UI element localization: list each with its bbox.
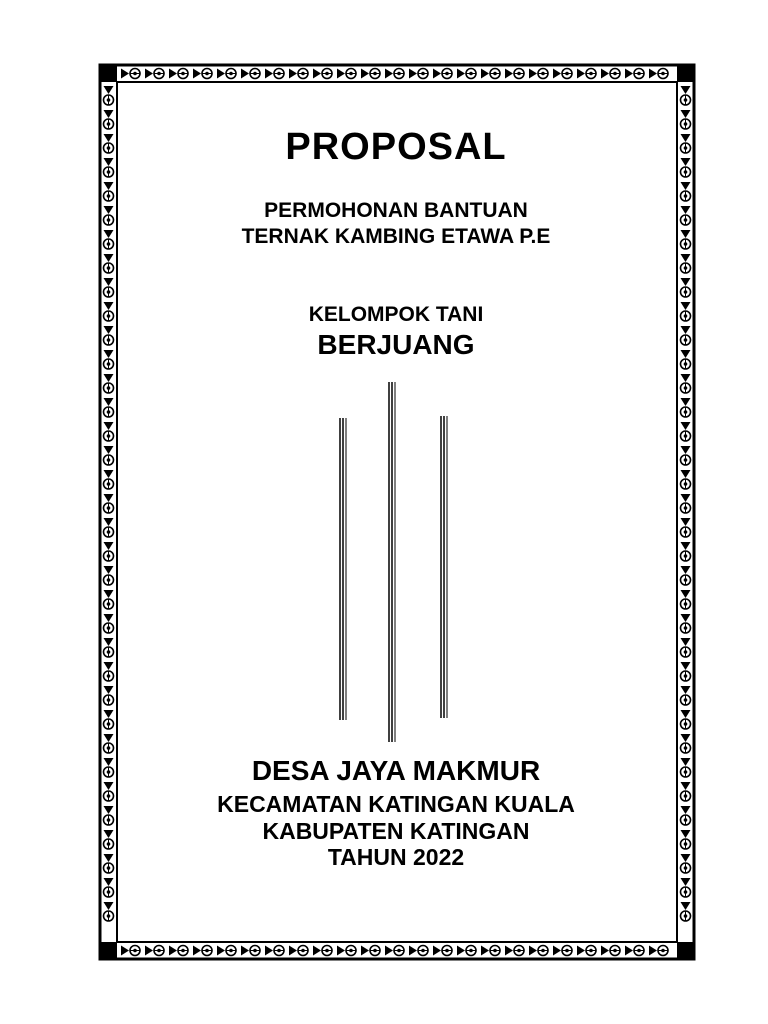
page-title: PROPOSAL	[285, 126, 507, 168]
district-name: KECAMATAN KATINGAN KUALA	[217, 791, 575, 817]
center-line-group	[389, 382, 395, 742]
right-line-group	[441, 416, 447, 718]
village-name: DESA JAYA MAKMUR	[251, 755, 541, 786]
subtitle-line-1: PERMOHONAN BANTUAN	[264, 199, 528, 222]
regency-name: KABUPATEN KATINGAN	[262, 818, 530, 844]
left-line-group	[340, 418, 346, 720]
subtitle-line-2: TERNAK KAMBING ETAWA P.E	[241, 225, 551, 248]
group-label: KELOMPOK TANI	[308, 303, 484, 326]
year-label: TAHUN 2022	[327, 844, 465, 870]
group-name: BERJUANG	[317, 329, 475, 360]
